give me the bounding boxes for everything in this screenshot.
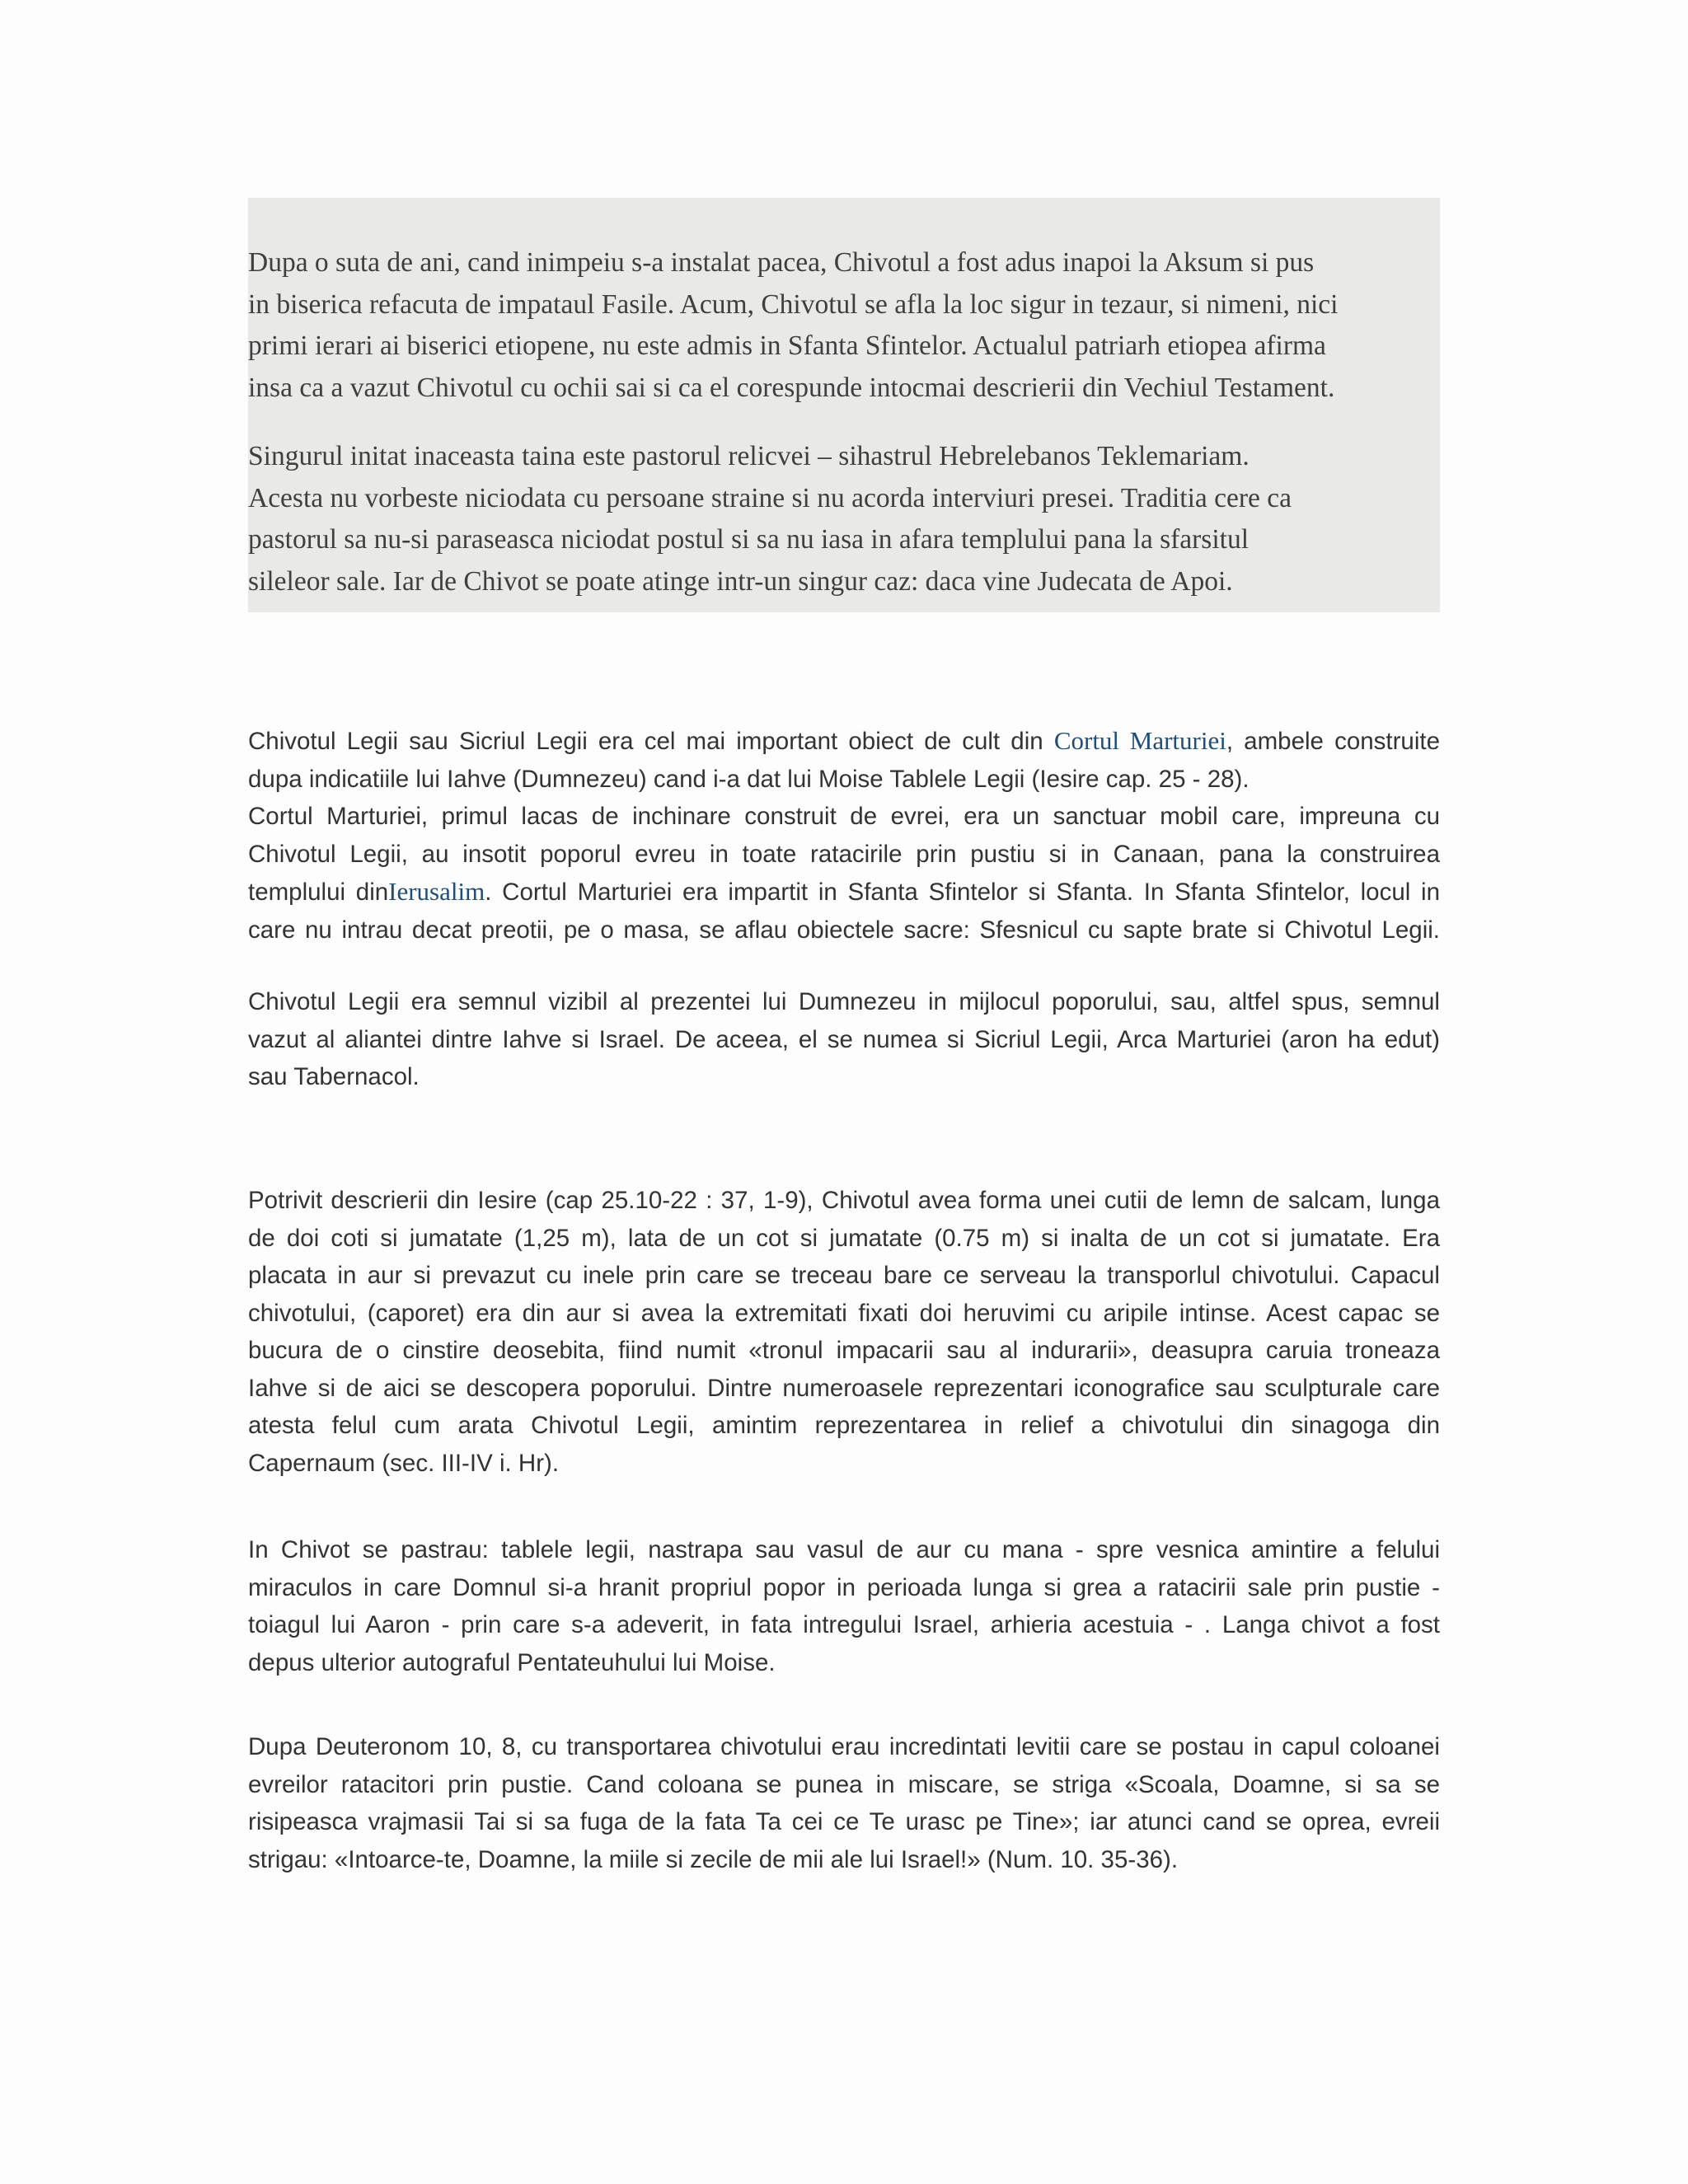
body-paragraph-3	[248, 983, 1440, 1096]
body-line: risipeasca vrajmasii Tai si sa fuga de la fata Ta cei ce Te urasc pe Tine»; iar atunci cand se oprea, evreii	[248, 1808, 1440, 1835]
body-line: toiagul lui Aaron - prin care s-a adeverit, in fata intregului Israel, arhieria acestuia - . Langa chivot a fost	[248, 1611, 1440, 1638]
body-line: bucura de o cinstire deosebita, fiind numit «tronul impacarii sau al indurarii», deasupra caruia troneaza	[248, 1337, 1440, 1364]
body-line: miraculos in care Domnul si-a hranit propriul popor in perioada lunga si grea a ratacirii sale prin pustie -	[248, 1573, 1440, 1601]
quote-paragraph-1	[248, 242, 1440, 409]
body-line: Capernaum (sec. III-IV i. Hr).	[248, 1449, 560, 1477]
link-cortul-marturiei[interactable]: Cortul Marturiei	[1053, 726, 1226, 755]
body-paragraph-6	[248, 1728, 1440, 1878]
quote-paragraph-2	[248, 436, 1440, 602]
quote-line: primi ierari ai biserici etiopene, nu este admis in Sfanta Sfintelor. Actualul patriarh etiopea afirma	[248, 330, 1326, 361]
body-line: templului dinIerusalim. Cortul Marturiei era impartit in Sfanta Sfintelor si Sfanta. In Sfanta Sfintelor, locul in	[248, 877, 1440, 906]
body-line: Dupa Deuteronom 10, 8, cu transportarea chivotului erau incredintati levitii care se postau in capul coloanei	[248, 1733, 1440, 1760]
body-line: dupa indicatiile lui Iahve (Dumnezeu) cand i-a dat lui Moise Tablele Legii (Iesire cap. 25 - 28).	[248, 765, 1250, 793]
body-line: depus ulterior autograful Pentateuhului lui Moise.	[248, 1648, 776, 1676]
quote-line: pastorul sa nu-si paraseasca niciodat postul si sa nu iasa in afara templului pana la sfarsitul	[248, 524, 1250, 555]
body-line: Chivotul Legii, au insotit poporul evreu in toate ratacirile prin pustiu si in Canaan, pana la construirea	[248, 840, 1440, 868]
quote-line: sileleor sale. Iar de Chivot se poate atinge intr-un singur caz: daca vine Judecata de Apoi.	[248, 565, 1233, 597]
body-line: Potrivit descrierii din Iesire (cap 25.10-22 : 37, 1-9), Chivotul avea forma unei cutii de lemn de salcam, lunga	[248, 1187, 1440, 1214]
body-line: Chivotul Legii sau Sicriul Legii era cel mai important obiect de cult din Cortul Marturiei, ambele construite	[248, 726, 1440, 755]
quote-line: Dupa o suta de ani, cand inimpeiu s-a instalat pacea, Chivotul a fost adus inapoi la Aksum si pus	[248, 247, 1315, 278]
link-ierusalim[interactable]: Ierusalim	[388, 877, 485, 906]
body-line: placata in aur si prevazut cu inele prin care se treceau bare ce serveau la transporlul chivotului. Capacul	[248, 1262, 1440, 1289]
body-line: evreilor ratacitori prin pustie. Cand coloana se punea in miscare, se striga «Scoala, Doamne, si sa se	[248, 1770, 1440, 1798]
quote-line: Acesta nu vorbeste niciodata cu persoane straine si nu acorda interviuri presei. Traditia cere ca	[248, 482, 1292, 513]
body-paragraph-4	[248, 1182, 1440, 1482]
body-line: atesta felul cum arata Chivotul Legii, amintim reprezentarea in relief a chivotului din sinagoga din	[248, 1412, 1440, 1439]
body-line: care nu intrau decat preotii, pe o masa, se aflau obiectele sacre: Sfesnicul cu sapte brate si Chivotul Legii.	[248, 916, 1440, 944]
quote-line: in biserica refacuta de impataul Fasile. Acum, Chivotul se afla la loc sigur in tezaur, si nimeni, nici	[248, 288, 1339, 320]
highlighted-quote-box	[248, 198, 1440, 612]
body-line: strigau: «Intoarce-te, Doamne, la miile si zecile de mii ale lui Israel!» (Num. 10. 35-36).	[248, 1845, 1179, 1873]
quote-line: Singurul initat inaceasta taina este pastorul relicvei – sihastrul Hebrelebanos Teklemariam.	[248, 441, 1250, 471]
quote-line: insa ca a vazut Chivotul cu ochii sai si ca el corespunde intocmai descrierii din Vechiul Testament.	[248, 372, 1335, 403]
body-paragraph-2	[248, 798, 1440, 949]
body-line: Cortul Marturiei, primul lacas de inchinare construit de evrei, era un sanctuar mobil care, impreuna cu	[248, 803, 1440, 830]
body-line: Chivotul Legii era semnul vizibil al prezentei lui Dumnezeu in mijlocul poporului, sau, altfel spus, semnul	[248, 988, 1440, 1015]
body-line: de doi coti si jumatate (1,25 m), lata de un cot si jumatate (0.75 m) si inalta de un cot si jumatate. Era	[248, 1224, 1440, 1252]
body-line: sau Tabernacol.	[248, 1063, 420, 1090]
body-paragraph-1	[248, 722, 1440, 949]
body-line: In Chivot se pastrau: tablele legii, nastrapa sau vasul de aur cu mana - spre vesnica amintire a felului	[248, 1536, 1440, 1563]
body-paragraph-5	[248, 1531, 1440, 1681]
body-line: vazut al aliantei dintre Iahve si Israel. De aceea, el se numea si Sicriul Legii, Arca Marturiei (aron ha edut)	[248, 1025, 1440, 1053]
body-line: Iahve si de aici se descopera poporului. Dintre numeroasele reprezentari iconografice sau sculpturale care	[248, 1374, 1440, 1402]
body-line: chivotului, (caporet) era din aur si avea la extremitati fixati doi heruvimi cu aripile intinse. Acest capac se	[248, 1299, 1440, 1327]
